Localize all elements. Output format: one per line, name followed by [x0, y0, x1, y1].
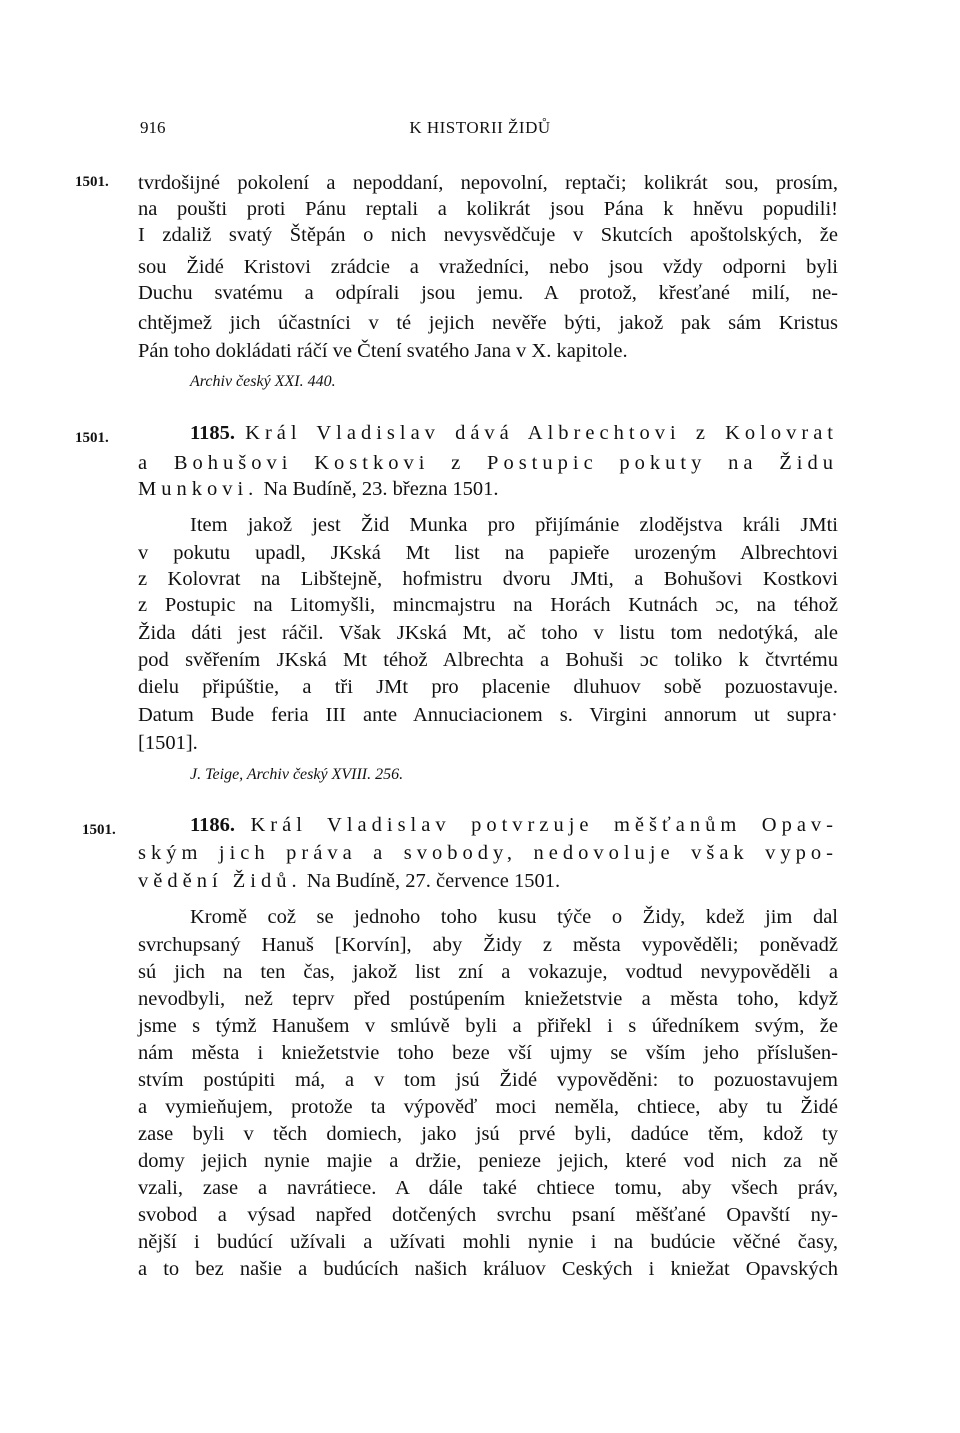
text-line: [1501].: [138, 732, 198, 754]
text-line: Duchu svatému a odpírali jsou jemu. A protož, křesťané milí, ne-: [138, 282, 838, 304]
text-line: z Postupic na Litomyšli, mincmajstru na Horách Kutnách ɔc, na téhož: [138, 594, 838, 616]
heading-date: Na Budíně, 27. července 1501.: [306, 870, 561, 892]
margin-year: 1501.: [82, 822, 116, 838]
entry-number: 1186.: [190, 814, 235, 836]
margin-year: 1501.: [75, 174, 109, 190]
text-line: zase byli v těch domiech, jako jsú prvé byli, dadúce těm, kdož ty: [138, 1123, 838, 1145]
text-line: tvrdošijné pokolení a nepoddaní, nepovolní, reptači; kolikrát sou, prosím,: [138, 172, 838, 194]
text-line: na poušti proti Pánu reptali a kolikrát jsou Pána k hněvu popudili!: [138, 198, 838, 220]
source-citation: J. Teige, Archiv český XVIII. 256.: [190, 766, 404, 783]
text-line: sú jich na ten čas, jakož list zní a vokazuje, vodtud nevypověděli a: [138, 961, 838, 983]
heading-text: vědění Židů.: [138, 870, 302, 892]
entry-number: 1185.: [190, 422, 235, 444]
text-line: pod svěřením JKská Mt téhož Albrechta a Bohuši ɔc toliko k čtvrtému: [138, 649, 838, 671]
text-line: Datum Bude feria III ante Annuciacionem s. Virgini annorum ut supra·: [138, 704, 838, 726]
heading-text: [138, 868, 838, 894]
heading-text: Munkovi.: [138, 478, 259, 500]
text-line: nevodbyli, než teprv před postúpením kniežetstvie a města toho, když: [138, 988, 838, 1010]
text-line: Kromě což se jednoho toho kusu týče o Židy, kdež jim dal: [190, 906, 838, 928]
running-title: K HISTORII ŽIDŮ: [409, 118, 551, 137]
text-line: domy jejich nynie majie a držie, penieze jejich, které vod nich za ně: [138, 1150, 838, 1172]
text-line: a to bez našie a budúcích našich králuov Ceských i kniežat Opavských: [138, 1258, 838, 1280]
heading-text: [138, 476, 838, 502]
text-line: jsme s týmž Hanušem v smlúvě byli a přiřekl i s úředníkem svým, že: [138, 1015, 838, 1037]
heading-text: ským jich práva a svobody, nedovoluje však vypo-: [138, 842, 838, 864]
heading-date: Na Budíně, 23. března 1501.: [263, 478, 499, 500]
text-line: I zdaliž svatý Štěpán o nich nevysvědčuje v Skutcích apoštolských, že: [138, 224, 838, 246]
text-line: v pokutu upadl, JKská Mt list na papieře urozeným Albrechtovi: [138, 542, 838, 564]
text-line: z Kolovrat na Libštejně, hofmistru dvoru JMti, a Bohušovi Kostkovi: [138, 568, 838, 590]
text-line: nější i budúcí užívali a užívati mohli nynie i na budúcie věčné časy,: [138, 1231, 838, 1253]
page-header: [0, 118, 960, 142]
entry-heading: [190, 420, 838, 446]
text-line: vzali, zase a navrátiece. A dále také chtiece tomu, aby všech práv,: [138, 1177, 838, 1199]
text-line: nám města i kniežetstvie toho beze vší ujmy se vším jeho příslušen-: [138, 1042, 838, 1064]
entry-heading: [190, 812, 838, 838]
text-line: svobod a výsad napřed dotčených svrchu psaní měšťané Opavští ny-: [138, 1204, 838, 1226]
heading-text: a Bohušovi Kostkovi z Postupic pokuty na Židu: [138, 452, 838, 474]
text-line: chtějmež jich účastníci v té jejich nevěře býti, jakož pak sám Kristus: [138, 312, 838, 334]
text-line: sou Židé Kristovi zrádcie a vražedníci, nebo jsou vždy odporni byli: [138, 256, 838, 278]
margin-year: 1501.: [75, 430, 109, 446]
text-line: dielu připúštie, a tři JMt pro placenie dluhuov sobě pozuostavuje.: [138, 676, 838, 698]
heading-text: Král Vladislav potvrzuje měšťanům Opav-: [250, 814, 839, 836]
text-line: stvím postúpiti má, a v tom jsú Židé vypověděni: to pozuostavujem: [138, 1069, 838, 1091]
text-line: a vymieňujem, protože ta výpověď moci neměla, chtiece, aby tu Židé: [138, 1096, 838, 1118]
text-line: Item jakož jest Žid Munka pro přijímánie zlodějstva králi JMti: [190, 514, 838, 536]
text-line: Žida dáti jest ráčil. Však JKská Mt, ač toho v listu tom nedotýká, ale: [138, 622, 838, 644]
heading-text: Král Vladislav dává Albrechtovi z Kolovrat: [245, 422, 838, 444]
source-citation: Archiv český XXI. 440.: [190, 373, 336, 390]
page-number: 916: [140, 118, 166, 137]
text-line: Pán toho dokládati ráčí ve Čtení svatého Jana v X. kapitole.: [138, 340, 628, 362]
text-line: svrchupsaný Hanuš [Korvín], aby Židy z města vypověděli; poněvadž: [138, 934, 838, 956]
